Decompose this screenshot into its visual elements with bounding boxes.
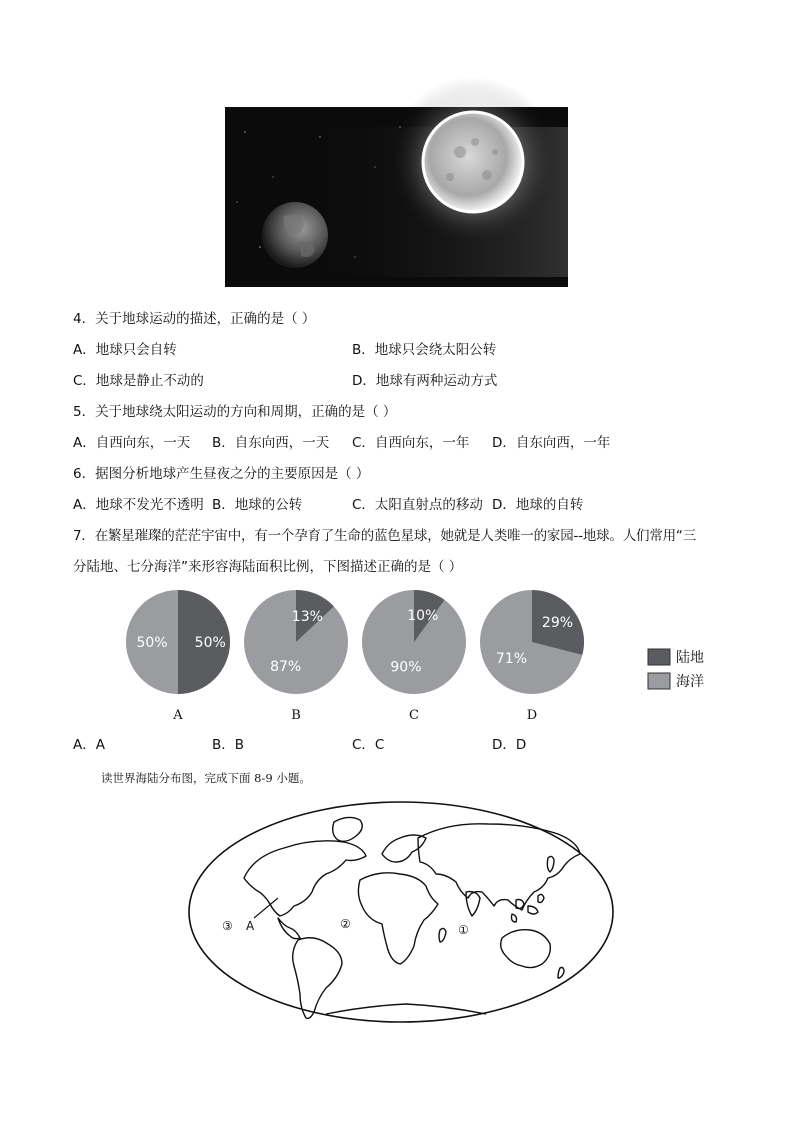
- q6-stem: 6．据图分析地球产生昼夜之分的主要原因是（ ）: [73, 466, 370, 482]
- earth-sun-photo: [225, 107, 568, 287]
- pie-A-land-label: 50%: [194, 635, 226, 651]
- pie-C-caption: C: [409, 708, 419, 723]
- pie-B-land-label: 13%: [291, 608, 323, 625]
- marker-2: ②: [340, 917, 351, 931]
- q6-option-c[interactable]: C．太阳直射点的移动: [352, 497, 483, 513]
- pie-B-caption: B: [291, 708, 301, 723]
- marker-1: ①: [458, 923, 469, 937]
- pie-A-ocean-label: 50%: [136, 635, 168, 651]
- marker-3: ③: [222, 919, 233, 933]
- legend-label-0: 陆地: [676, 650, 704, 666]
- marker-a: A: [246, 919, 255, 933]
- legend-swatch-1: [648, 673, 670, 689]
- q4-stem: 4．关于地球运动的描述，正确的是（ ）: [73, 311, 316, 327]
- pie-A-caption: A: [173, 708, 183, 723]
- q7-option-c[interactable]: C．C: [352, 737, 385, 753]
- land-ocean-pie-charts: [110, 585, 704, 735]
- q4-option-c[interactable]: C．地球是静止不动的: [73, 373, 204, 389]
- q4-option-b[interactable]: B．地球只会绕太阳公转: [352, 342, 497, 358]
- q6-option-b[interactable]: B．地球的公转: [212, 497, 303, 513]
- q7-option-a[interactable]: A．A: [73, 737, 105, 753]
- pie-D-land-label: 29%: [541, 615, 574, 632]
- q7-option-d[interactable]: D．D: [492, 737, 527, 753]
- pie-B-ocean-label: 87%: [270, 658, 302, 675]
- pie-C-ocean-label: 90%: [390, 659, 422, 676]
- q6-option-d[interactable]: D．地球的自转: [492, 497, 584, 513]
- q5-option-b[interactable]: B．自东向西，一天: [212, 435, 330, 451]
- pie-D-caption: D: [526, 708, 538, 723]
- pie-C-land-label: 10%: [407, 607, 439, 624]
- q5-option-c[interactable]: C．自西向东，一年: [352, 435, 470, 451]
- legend-swatch-0: [648, 649, 670, 665]
- q5-option-a[interactable]: A．自西向东，一天: [73, 435, 191, 451]
- world-land-sea-map: [186, 800, 616, 1025]
- q5-option-d[interactable]: D．自东向西，一年: [492, 435, 611, 451]
- legend-label-1: 海洋: [676, 674, 704, 690]
- q7-stem-line1: 7．在繁星璀璨的茫茫宇宙中，有一个孕育了生命的蓝色星球，她就是人类唯一的家园--地球。人们常用“三: [73, 528, 697, 544]
- q7-stem-line2: 分陆地、七分海洋”来形容海陆面积比例，下图描述正确的是（ ）: [73, 559, 463, 575]
- earth-sun-illustration: [225, 107, 568, 287]
- map-intro-text: 读世界海陆分布图，完成下面 8-9 小题。: [101, 771, 311, 785]
- q6-option-a[interactable]: A．地球不发光不透明: [73, 497, 204, 513]
- q5-stem: 5．关于地球绕太阳运动的方向和周期，正确的是（ ）: [73, 404, 397, 420]
- q4-option-a[interactable]: A．地球只会自转: [73, 342, 177, 358]
- q4-option-d[interactable]: D．地球有两种运动方式: [352, 373, 498, 389]
- q7-option-b[interactable]: B．B: [212, 737, 245, 753]
- map-outline: [189, 802, 613, 1022]
- pie-D-ocean-label: 71%: [495, 650, 528, 667]
